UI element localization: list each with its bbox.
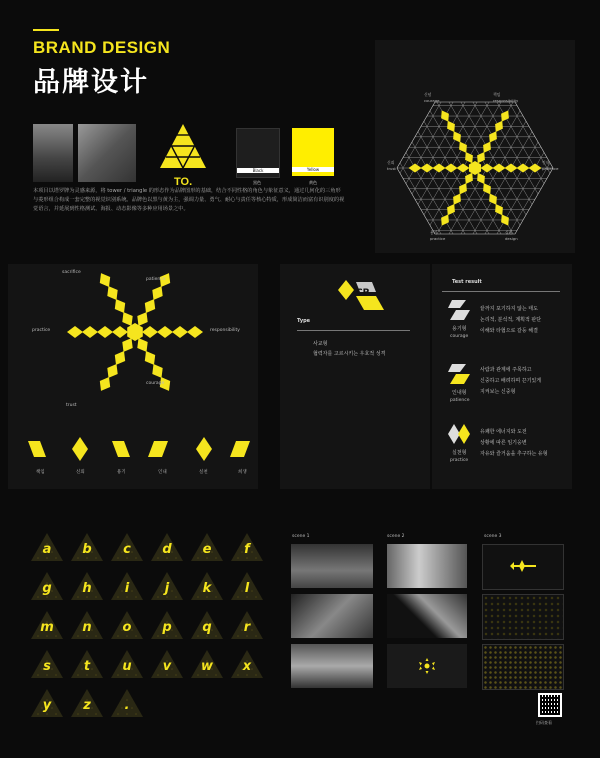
star-rhombus: [187, 326, 203, 338]
alphabet-letter: r: [243, 620, 251, 635]
hex-star-rhombus: [501, 110, 509, 121]
swatch-yellow: [292, 128, 334, 176]
type-name: 사교형: [313, 341, 328, 347]
brand-title: BRAND DESIGN: [33, 38, 171, 57]
result-name-0: 용기형: [452, 326, 467, 332]
hex-label-2: 신뢰 trust: [387, 160, 396, 171]
shape-4: [196, 437, 212, 461]
star-rhombus: [137, 338, 147, 352]
hex-star-rhombus: [459, 183, 467, 194]
scene-label-1: scene 2: [387, 534, 405, 539]
alphabet-letter: n: [82, 620, 92, 635]
alphabet-letter: c: [123, 542, 131, 557]
result-line-2-2: 자유와 즐거움을 추구하는 유형: [480, 451, 548, 457]
star-rhombus: [137, 312, 147, 326]
star-diagram: [20, 270, 250, 420]
alphabet-tile: [230, 649, 264, 679]
alphabet-letter: g: [42, 581, 52, 596]
swatch-black: [236, 128, 280, 178]
alphabet-tile: [30, 610, 64, 640]
star-label-bottom-right: courage: [146, 381, 165, 386]
type-divider: [297, 330, 410, 331]
star-rhombus: [107, 364, 117, 378]
hex-label-4: 용기 practice: [430, 230, 446, 241]
alphabet-letter: b: [82, 542, 92, 557]
alphabet-tile: [110, 688, 144, 718]
hex-star-rhombus: [445, 164, 458, 173]
hex-star-rhombus: [529, 164, 542, 173]
hex-star-rhombus: [493, 164, 506, 173]
alphabet-letter: w: [200, 659, 213, 674]
shape-caption-5: 희생: [238, 470, 247, 475]
shape-caption-4: 실천: [199, 470, 208, 475]
video-arrow-icon: [508, 558, 538, 574]
alphabet-tile: [110, 610, 144, 640]
hex-star-rhombus: [483, 183, 491, 194]
hex-star-rhombus: [409, 164, 422, 173]
video-frame-1-3: [291, 644, 373, 688]
hex-star-rhombus: [495, 204, 503, 215]
star-rhombus: [145, 351, 155, 365]
alphabet-tile: [30, 571, 64, 601]
hex-star-rhombus: [481, 164, 494, 173]
star-rhombus: [142, 326, 158, 338]
alphabet-tile: [150, 610, 184, 640]
star-label-bottom: trust: [66, 403, 77, 408]
star-rhombus: [97, 326, 113, 338]
star-rhombus: [122, 312, 132, 326]
alphabet-tile: [110, 532, 144, 562]
shape-2: [112, 441, 130, 457]
alphabet-tile: [70, 649, 104, 679]
star-rhombus: [152, 364, 162, 378]
star-rhombus: [107, 286, 117, 300]
alphabet-tile: [150, 649, 184, 679]
result-line-0-0: 끝까지 포기하지 않는 태도: [480, 306, 538, 312]
star-label-top-right: patience: [146, 277, 166, 282]
hex-star-rhombus: [441, 214, 449, 225]
alphabet-letter: .: [124, 698, 130, 713]
hex-star-rhombus: [483, 142, 491, 153]
alphabet-tile: [150, 532, 184, 562]
result-name-2: 실천형: [452, 450, 467, 456]
alphabet-letter: o: [122, 620, 132, 635]
result-name-1: 인내형: [452, 390, 467, 396]
star-rhombus: [100, 273, 110, 287]
shape-5: [230, 441, 250, 457]
alphabet-letter: e: [202, 542, 212, 557]
hex-star-rhombus: [453, 131, 461, 142]
alphabet-tile: [230, 610, 264, 640]
hex-label-3: 인내 patience: [542, 160, 559, 171]
alphabet-tile: [30, 688, 64, 718]
star-rhombus: [67, 326, 83, 338]
hex-label-1: 책임 responsibility: [493, 92, 519, 103]
hex-star-rhombus: [433, 164, 446, 173]
qr-code-icon[interactable]: [538, 693, 562, 717]
hex-star-rhombus: [447, 204, 455, 215]
alphabet-letter: d: [162, 542, 172, 557]
alphabet-letter: u: [122, 659, 132, 674]
result-line-0-1: 논리적, 분석적, 계획적 판단: [480, 317, 542, 323]
intro-description: 本项目以塔罗牌为灵感来源，将 tower / triangle 的形态作为品牌图形的基础，结合不同性格的角色与象征意义，通过几何化的三角形与菱形组合构成一套完整的视觉识别系统。品牌色以黑与黄为主，强调力量、勇气、耐心与责任等核心特质，形成简洁而富有识别度的视觉语言，并延展到性格测试、海报、动态影像等多种应用场景之中。: [33, 188, 345, 213]
alphabet-tile: [150, 571, 184, 601]
video-frame-1-1: [291, 544, 373, 588]
alphabet-letter: s: [43, 659, 51, 674]
result-sub-0: courage: [450, 334, 469, 339]
video-frame-3-3: [482, 644, 564, 690]
video-frame-1-2: [291, 594, 373, 638]
result-title: Test result: [452, 279, 482, 285]
video-star-icon: [418, 657, 436, 675]
alphabet-letter: p: [162, 620, 172, 635]
result-divider: [442, 291, 560, 292]
hex-star-rhombus: [453, 194, 461, 205]
alphabet-tile: [70, 532, 104, 562]
alphabet-tile: [70, 688, 104, 718]
shape-caption-2: 용기: [117, 470, 126, 475]
star-rhombus: [82, 326, 98, 338]
star-rhombus: [145, 299, 155, 313]
shape-caption-1: 신뢰: [76, 470, 85, 475]
alphabet-tile: [190, 571, 224, 601]
result-sub-2: practice: [450, 458, 469, 463]
hex-star-rhombus: [465, 152, 473, 163]
star-rhombus: [112, 326, 128, 338]
alphabet-letter: f: [244, 542, 250, 557]
shape-3: [148, 441, 168, 457]
alphabet-tile: [230, 571, 264, 601]
alphabet-tile: [30, 532, 64, 562]
hex-label-0: 신념 courage: [424, 92, 440, 103]
hex-star-rhombus: [465, 173, 473, 184]
logo-triangle-icon: [158, 122, 208, 172]
shape-caption-0: 책임: [36, 470, 45, 475]
video-frame-2-1: [387, 544, 467, 588]
alphabet-letter: k: [202, 581, 212, 596]
alphabet-grid: [30, 532, 270, 727]
video-frame-2-2: [387, 594, 467, 638]
alphabet-tile: [190, 532, 224, 562]
hex-star-rhombus: [459, 142, 467, 153]
video-frame-3-2: [482, 594, 564, 640]
star-rhombus: [172, 326, 188, 338]
hex-label-5: 실천 design: [505, 230, 518, 241]
scene-label-2: scene 3: [484, 534, 502, 539]
alphabet-tile: [70, 571, 104, 601]
scene-label-0: scene 1: [292, 534, 310, 539]
star-label-right: responsibility: [210, 328, 240, 333]
result-line-1-0: 사람과 관계에 주목하고: [480, 367, 532, 373]
hex-star-rhombus: [421, 164, 434, 173]
alphabet-tile: [110, 571, 144, 601]
hex-star-rhombus: [477, 173, 485, 184]
alphabet-tile: [190, 649, 224, 679]
type-desc: 협력자를 고르시키는 우호적 성격: [313, 351, 386, 357]
type-label: Type: [297, 318, 311, 324]
alphabet-tile: [30, 649, 64, 679]
logo-text: TO.: [174, 176, 193, 188]
result-line-2-0: 유쾌한 에너지와 도전: [480, 429, 527, 435]
hex-star-rhombus: [447, 121, 455, 132]
hex-star-rhombus: [501, 214, 509, 225]
photo-statue: [33, 124, 73, 182]
hex-star-rhombus: [489, 194, 497, 205]
hex-star-rhombus: [441, 110, 449, 121]
hex-star-rhombus: [505, 164, 518, 173]
alphabet-letter: t: [83, 659, 91, 674]
alphabet-letter: h: [82, 581, 92, 596]
alphabet-letter: i: [124, 581, 130, 596]
result-icon-practice: [448, 424, 470, 444]
alphabet-tile: [230, 532, 264, 562]
shape-1: [72, 437, 88, 461]
alphabet-letter: m: [40, 620, 54, 635]
star-rhombus: [157, 326, 173, 338]
qr-caption: 扫码查看: [536, 720, 552, 725]
swatch-black-label: Black: [237, 168, 279, 173]
alphabet-letter: v: [162, 659, 172, 674]
cp-label: CP: [356, 288, 370, 298]
swatch-yellow-label: Yellow: [292, 167, 334, 172]
brand-title-zh: 品牌设计: [33, 67, 149, 98]
alphabet-letter: z: [83, 698, 91, 713]
result-sub-1: patience: [450, 398, 470, 403]
star-center: [127, 323, 143, 341]
swatch-black-caption: 黑色: [253, 180, 261, 185]
result-line-2-1: 상황에 따른 임기응변: [480, 440, 527, 446]
hex-star-rhombus: [457, 164, 470, 173]
result-line-1-2: 지켜보는 신중형: [480, 389, 516, 395]
swatch-yellow-caption: 黄色: [309, 180, 317, 185]
alphabet-letter: q: [202, 620, 212, 635]
star-rhombus: [115, 299, 125, 313]
result-line-0-2: 이해와 타협으로 갈등 해결: [480, 328, 538, 334]
alphabet-letter: y: [42, 698, 52, 713]
alphabet-letter: l: [244, 581, 250, 596]
photo-group: [78, 124, 136, 182]
hexagon-grid-diagram: [375, 40, 575, 253]
star-label-left: practice: [32, 328, 51, 333]
star-rhombus: [152, 286, 162, 300]
star-rhombus: [100, 377, 110, 391]
shape-0: [28, 441, 46, 457]
hex-star-rhombus: [495, 121, 503, 132]
alphabet-letter: j: [164, 581, 170, 596]
hex-star-rhombus: [477, 152, 485, 163]
result-icon-courage: [448, 300, 470, 320]
result-icon-patience: [448, 364, 470, 384]
alphabet-letter: x: [242, 659, 252, 674]
star-rhombus: [115, 351, 125, 365]
alphabet-tile: [70, 610, 104, 640]
alphabet-tile: [190, 610, 224, 640]
alphabet-tile: [110, 649, 144, 679]
hex-star-rhombus: [517, 164, 530, 173]
shape-row: [28, 437, 258, 465]
star-label-top-left: sacrifice: [62, 270, 81, 275]
header-line: [33, 29, 59, 31]
shape-caption-3: 인내: [158, 470, 167, 475]
star-rhombus: [122, 338, 132, 352]
hex-star-rhombus: [489, 131, 497, 142]
hex-star-center: [469, 161, 481, 175]
alphabet-letter: a: [42, 542, 52, 557]
result-line-1-1: 신중하고 배려하며 끈기있게: [480, 378, 542, 384]
